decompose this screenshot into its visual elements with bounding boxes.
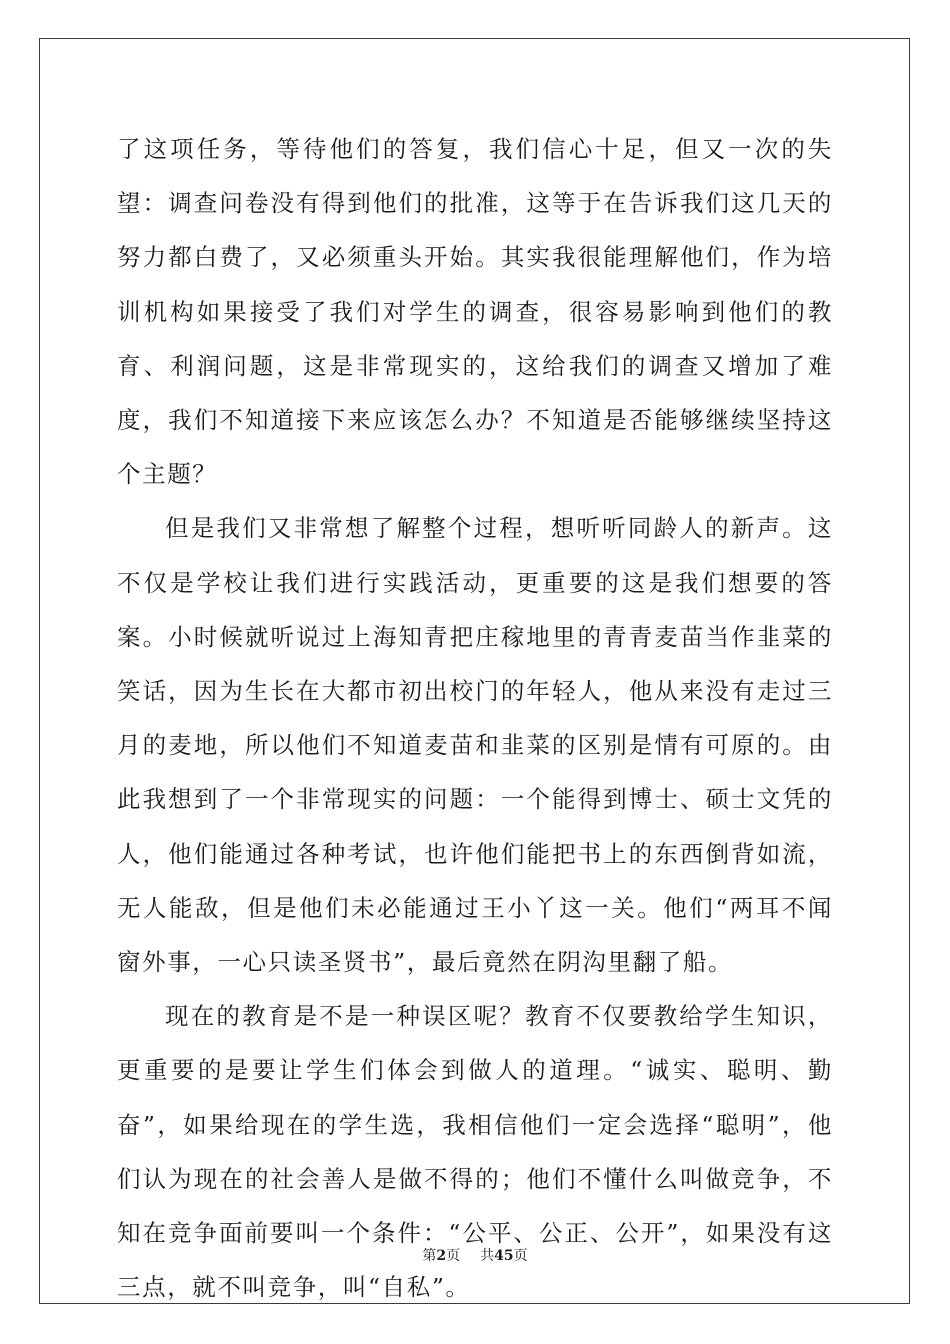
paragraph-1: 了这项任务，等待他们的答复，我们信心十足，但又一次的失望：调查问卷没有得到他们的批准，这等于在告诉我们这几天的努力都白费了，又必须重头开始。其实我很能理解他们，作为培训机构如果接受了我们对学生的调查，很容易影响到他们的教育、利润问题，这是非常现实的，这给我们的调查又增加了难度，我们不知道接下来应该怎么办？不知道是否能够继续坚持这个主题？ <box>117 135 833 489</box>
paragraph-2: 但是我们又非常想了解整个过程，想听听同龄人的新声。这不仅是学校让我们进行实践活动，更重要的这是我们想要的答案。小时候就听说过上海知青把庄稼地里的青青麦苗当作韭菜的笑话，因为生长在大都市初出校门的年轻人，他从来没有走过三月的麦地，所以他们不知道麦苗和韭菜的区别是情有可原的。由此我想到了一个非常现实的问题：一个能得到博士、硕士文凭的人，他们能通过各种考试，也许他们能把书上的东西倒背如流，无人能敌，但是他们未必能通过王小丫这一关。他们“两耳不闻窗外事，一心只读圣贤书”，最后竟然在阴沟里翻了船。 <box>117 514 833 977</box>
document-body <box>117 122 833 1314</box>
total-suffix: 页 <box>513 1248 528 1264</box>
page-footer <box>0 1246 950 1266</box>
page-suffix: 页 <box>446 1248 461 1264</box>
page-prefix: 第 <box>422 1248 437 1264</box>
paragraph-3: 现在的教育是不是一种误区呢？教育不仅要教给学生知识，更重要的是要让学生们体会到做人的道理。“诚实、聪明、勤奋”，如果给现在的学生选，我相信他们一定会选择“聪明”，他们认为现在的社会善人是做不得的；他们不懂什么叫做竞争，不知在竞争面前要叫一个条件：“公平、公正、公开”，如果没有这三点，就不叫竞争，叫“自私”。 <box>117 1002 833 1302</box>
page-number: 2 <box>436 1248 447 1264</box>
total-prefix: 共 <box>480 1248 495 1264</box>
total-pages: 45 <box>494 1248 514 1264</box>
